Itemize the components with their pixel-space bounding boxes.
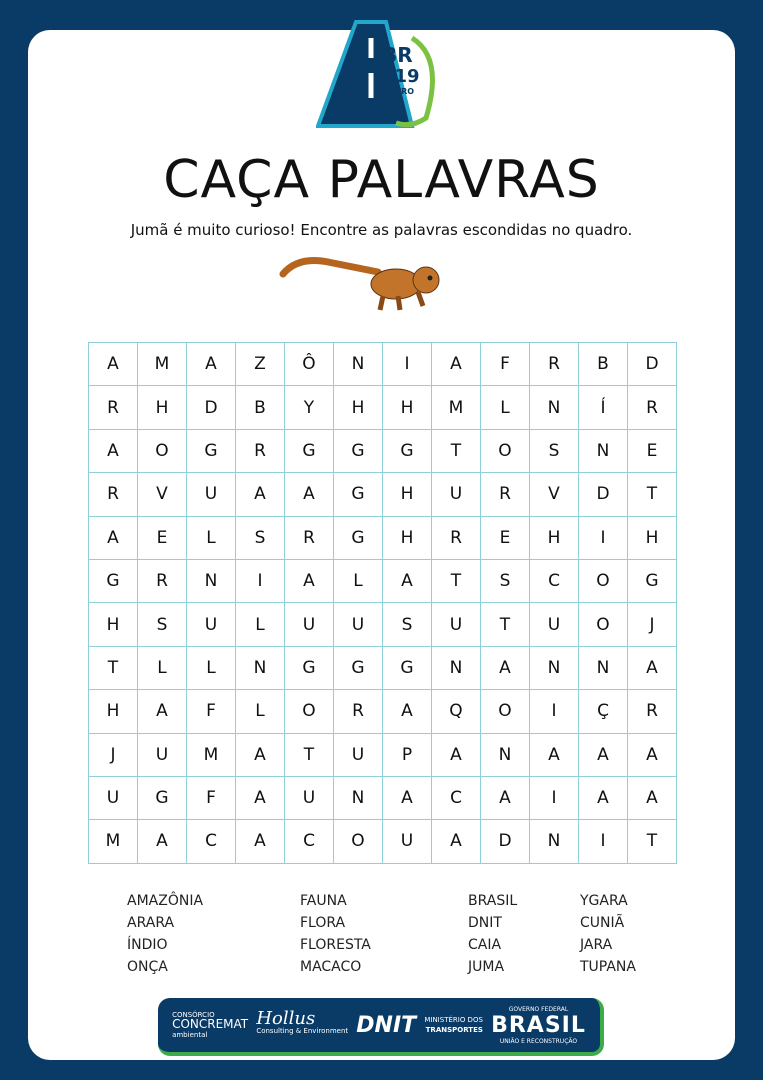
grid-cell: M	[89, 820, 138, 863]
grid-row	[89, 690, 677, 733]
grid-cell: A	[187, 343, 236, 386]
grid-cell: R	[432, 516, 481, 559]
sponsor-footer	[158, 998, 604, 1056]
grid-cell: R	[334, 690, 383, 733]
grid-cell: T	[432, 559, 481, 602]
grid-cell: G	[334, 429, 383, 472]
word-list-column	[127, 890, 203, 978]
grid-cell: U	[334, 603, 383, 646]
grid-cell: V	[530, 473, 579, 516]
grid-cell: I	[579, 820, 628, 863]
grid-row	[89, 473, 677, 516]
word-list-item: DNIT	[468, 915, 502, 931]
grid-cell: U	[432, 603, 481, 646]
grid-cell: I	[579, 516, 628, 559]
grid-cell: H	[138, 386, 187, 429]
grid-cell: S	[236, 516, 285, 559]
page-title: CAÇA PALAVRAS	[163, 150, 600, 210]
grid-cell: G	[628, 559, 677, 602]
grid-cell: D	[628, 343, 677, 386]
grid-cell: S	[481, 559, 530, 602]
grid-cell: H	[89, 690, 138, 733]
grid-row	[89, 603, 677, 646]
grid-row	[89, 820, 677, 863]
grid-cell: N	[530, 820, 579, 863]
grid-cell: T	[628, 473, 677, 516]
grid-cell: U	[285, 776, 334, 819]
grid-cell: A	[628, 733, 677, 776]
grid-cell: C	[530, 559, 579, 602]
grid-cell: N	[334, 343, 383, 386]
grid-cell: D	[187, 386, 236, 429]
grid-cell: J	[628, 603, 677, 646]
grid-row	[89, 733, 677, 776]
grid-cell: H	[383, 473, 432, 516]
grid-cell: R	[89, 473, 138, 516]
grid-row	[89, 429, 677, 472]
grid-cell: F	[187, 776, 236, 819]
grid-cell: G	[138, 776, 187, 819]
kinkajou-illustration	[278, 254, 446, 314]
grid-cell: L	[187, 516, 236, 559]
word-list-item: CAIA	[468, 937, 502, 953]
grid-cell: A	[432, 820, 481, 863]
grid-cell: M	[138, 343, 187, 386]
grid-cell: O	[334, 820, 383, 863]
word-list-item: MACACO	[300, 959, 362, 975]
grid-cell: M	[187, 733, 236, 776]
word-list-item: JUMA	[468, 959, 505, 975]
grid-cell: A	[432, 733, 481, 776]
grid-cell: G	[187, 429, 236, 472]
grid-cell: I	[236, 559, 285, 602]
grid-cell: U	[334, 733, 383, 776]
grid-cell: N	[236, 646, 285, 689]
grid-cell: E	[138, 516, 187, 559]
grid-cell: A	[138, 690, 187, 733]
grid-cell: B	[579, 343, 628, 386]
grid-cell: Z	[236, 343, 285, 386]
grid-cell: L	[481, 386, 530, 429]
grid-cell: G	[89, 559, 138, 602]
grid-cell: T	[432, 429, 481, 472]
grid-row	[89, 343, 677, 386]
word-list-item: ONÇA	[127, 959, 168, 975]
grid-cell: J	[89, 733, 138, 776]
grid-cell: A	[481, 776, 530, 819]
grid-row	[89, 646, 677, 689]
grid-cell: L	[236, 603, 285, 646]
svg-text:319: 319	[382, 66, 420, 87]
ministerio-logo: MINISTÉRIO DOS TRANSPORTES	[424, 1016, 483, 1034]
grid-cell: L	[334, 559, 383, 602]
dnit-logo: DNIT	[356, 1012, 417, 1038]
grid-cell: U	[432, 473, 481, 516]
grid-cell: G	[383, 646, 432, 689]
word-list-item: FLORA	[300, 915, 346, 931]
grid-cell: C	[285, 820, 334, 863]
grid-cell: I	[530, 776, 579, 819]
grid-cell: R	[236, 429, 285, 472]
grid-cell: I	[530, 690, 579, 733]
grid-cell: F	[187, 690, 236, 733]
grid-cell: N	[530, 386, 579, 429]
grid-cell: H	[628, 516, 677, 559]
grid-cell: N	[579, 646, 628, 689]
svg-text:AM/RO: AM/RO	[384, 87, 415, 96]
grid-cell: A	[628, 776, 677, 819]
grid-cell: A	[481, 646, 530, 689]
grid-cell: S	[530, 429, 579, 472]
word-list-item: BRASIL	[468, 893, 518, 909]
concremat-logo: CONSÓRCIO CONCREMAT ambiental	[172, 1010, 249, 1039]
grid-cell: E	[628, 429, 677, 472]
grid-cell: A	[383, 776, 432, 819]
grid-cell: O	[285, 690, 334, 733]
word-list-item: TUPANA	[580, 959, 636, 975]
grid-cell: P	[383, 733, 432, 776]
grid-cell: Ç	[579, 690, 628, 733]
grid-cell: M	[432, 386, 481, 429]
grid-cell: R	[285, 516, 334, 559]
grid-cell: A	[285, 559, 334, 602]
grid-cell: R	[628, 386, 677, 429]
grid-cell: U	[187, 603, 236, 646]
grid-cell: U	[187, 473, 236, 516]
grid-cell: A	[236, 820, 285, 863]
grid-cell: B	[236, 386, 285, 429]
grid-cell: Í	[579, 386, 628, 429]
word-list-column	[580, 890, 636, 978]
grid-cell: R	[530, 343, 579, 386]
grid-cell: Q	[432, 690, 481, 733]
grid-cell: A	[579, 776, 628, 819]
grid-cell: N	[187, 559, 236, 602]
grid-cell: L	[236, 690, 285, 733]
word-search-grid	[88, 342, 677, 864]
grid-row	[89, 516, 677, 559]
grid-cell: L	[187, 646, 236, 689]
grid-row	[89, 559, 677, 602]
grid-cell: R	[89, 386, 138, 429]
grid-cell: S	[383, 603, 432, 646]
grid-cell: G	[334, 473, 383, 516]
word-list-column	[468, 890, 517, 978]
word-list-item: AMAZÔNIA	[127, 893, 204, 909]
grid-cell: A	[432, 343, 481, 386]
grid-cell: H	[89, 603, 138, 646]
word-list-item: JARA	[580, 937, 613, 953]
grid-cell: D	[579, 473, 628, 516]
grid-cell: U	[89, 776, 138, 819]
grid-cell: G	[334, 516, 383, 559]
grid-cell: O	[579, 603, 628, 646]
grid-cell: A	[236, 776, 285, 819]
grid-cell: Ô	[285, 343, 334, 386]
grid-cell: C	[187, 820, 236, 863]
grid-cell: Y	[285, 386, 334, 429]
governo-federal-logo: GOVERNO FEDERAL BRASIL UNIÃO E RECONSTRUÇÃO	[491, 1005, 586, 1045]
grid-cell: A	[285, 473, 334, 516]
word-list-item: ÍNDIO	[127, 937, 168, 953]
word-list-item: ARARA	[127, 915, 175, 931]
grid-cell: E	[481, 516, 530, 559]
grid-cell: T	[628, 820, 677, 863]
grid-cell: A	[628, 646, 677, 689]
word-list-item: CUNIÃ	[580, 915, 625, 931]
hollus-logo: Hollus Consulting & Environment	[256, 1008, 349, 1035]
grid-cell: G	[334, 646, 383, 689]
grid-cell: N	[432, 646, 481, 689]
grid-cell: L	[138, 646, 187, 689]
grid-row	[89, 776, 677, 819]
grid-cell: A	[383, 690, 432, 733]
grid-cell: H	[383, 386, 432, 429]
grid-cell: A	[89, 516, 138, 559]
grid-cell: O	[579, 559, 628, 602]
grid-cell: T	[89, 646, 138, 689]
grid-cell: A	[579, 733, 628, 776]
grid-cell: H	[530, 516, 579, 559]
grid-cell: A	[89, 429, 138, 472]
grid-cell: U	[530, 603, 579, 646]
grid-cell: D	[481, 820, 530, 863]
grid-cell: N	[481, 733, 530, 776]
grid-cell: U	[383, 820, 432, 863]
grid-cell: A	[530, 733, 579, 776]
grid-cell: U	[138, 733, 187, 776]
grid-cell: A	[89, 343, 138, 386]
instructions: Jumã é muito curioso! Encontre as palavras escondidas no quadro.	[130, 221, 633, 239]
br319-logo	[316, 18, 444, 130]
svg-text:BR: BR	[382, 43, 413, 67]
word-list-item: FAUNA	[300, 893, 347, 909]
grid-cell: R	[138, 559, 187, 602]
grid-cell: U	[285, 603, 334, 646]
grid-cell: T	[285, 733, 334, 776]
grid-cell: T	[481, 603, 530, 646]
grid-cell: A	[236, 733, 285, 776]
word-list-item: YGARA	[580, 893, 628, 909]
grid-cell: G	[285, 646, 334, 689]
grid-cell: S	[138, 603, 187, 646]
grid-cell: O	[481, 429, 530, 472]
grid-cell: F	[481, 343, 530, 386]
grid-cell: G	[285, 429, 334, 472]
grid-cell: H	[334, 386, 383, 429]
grid-cell: H	[383, 516, 432, 559]
grid-cell: O	[138, 429, 187, 472]
grid-cell: A	[236, 473, 285, 516]
word-list-column	[300, 890, 371, 978]
grid-cell: G	[383, 429, 432, 472]
grid-cell: V	[138, 473, 187, 516]
grid-cell: R	[628, 690, 677, 733]
grid-row	[89, 386, 677, 429]
grid-cell: O	[481, 690, 530, 733]
word-list-item: FLORESTA	[300, 937, 371, 953]
grid-cell: I	[383, 343, 432, 386]
grid-cell: A	[138, 820, 187, 863]
grid-cell: C	[432, 776, 481, 819]
grid-cell: A	[383, 559, 432, 602]
grid-cell: N	[530, 646, 579, 689]
grid-cell: N	[334, 776, 383, 819]
grid-cell: N	[579, 429, 628, 472]
grid-cell: R	[481, 473, 530, 516]
